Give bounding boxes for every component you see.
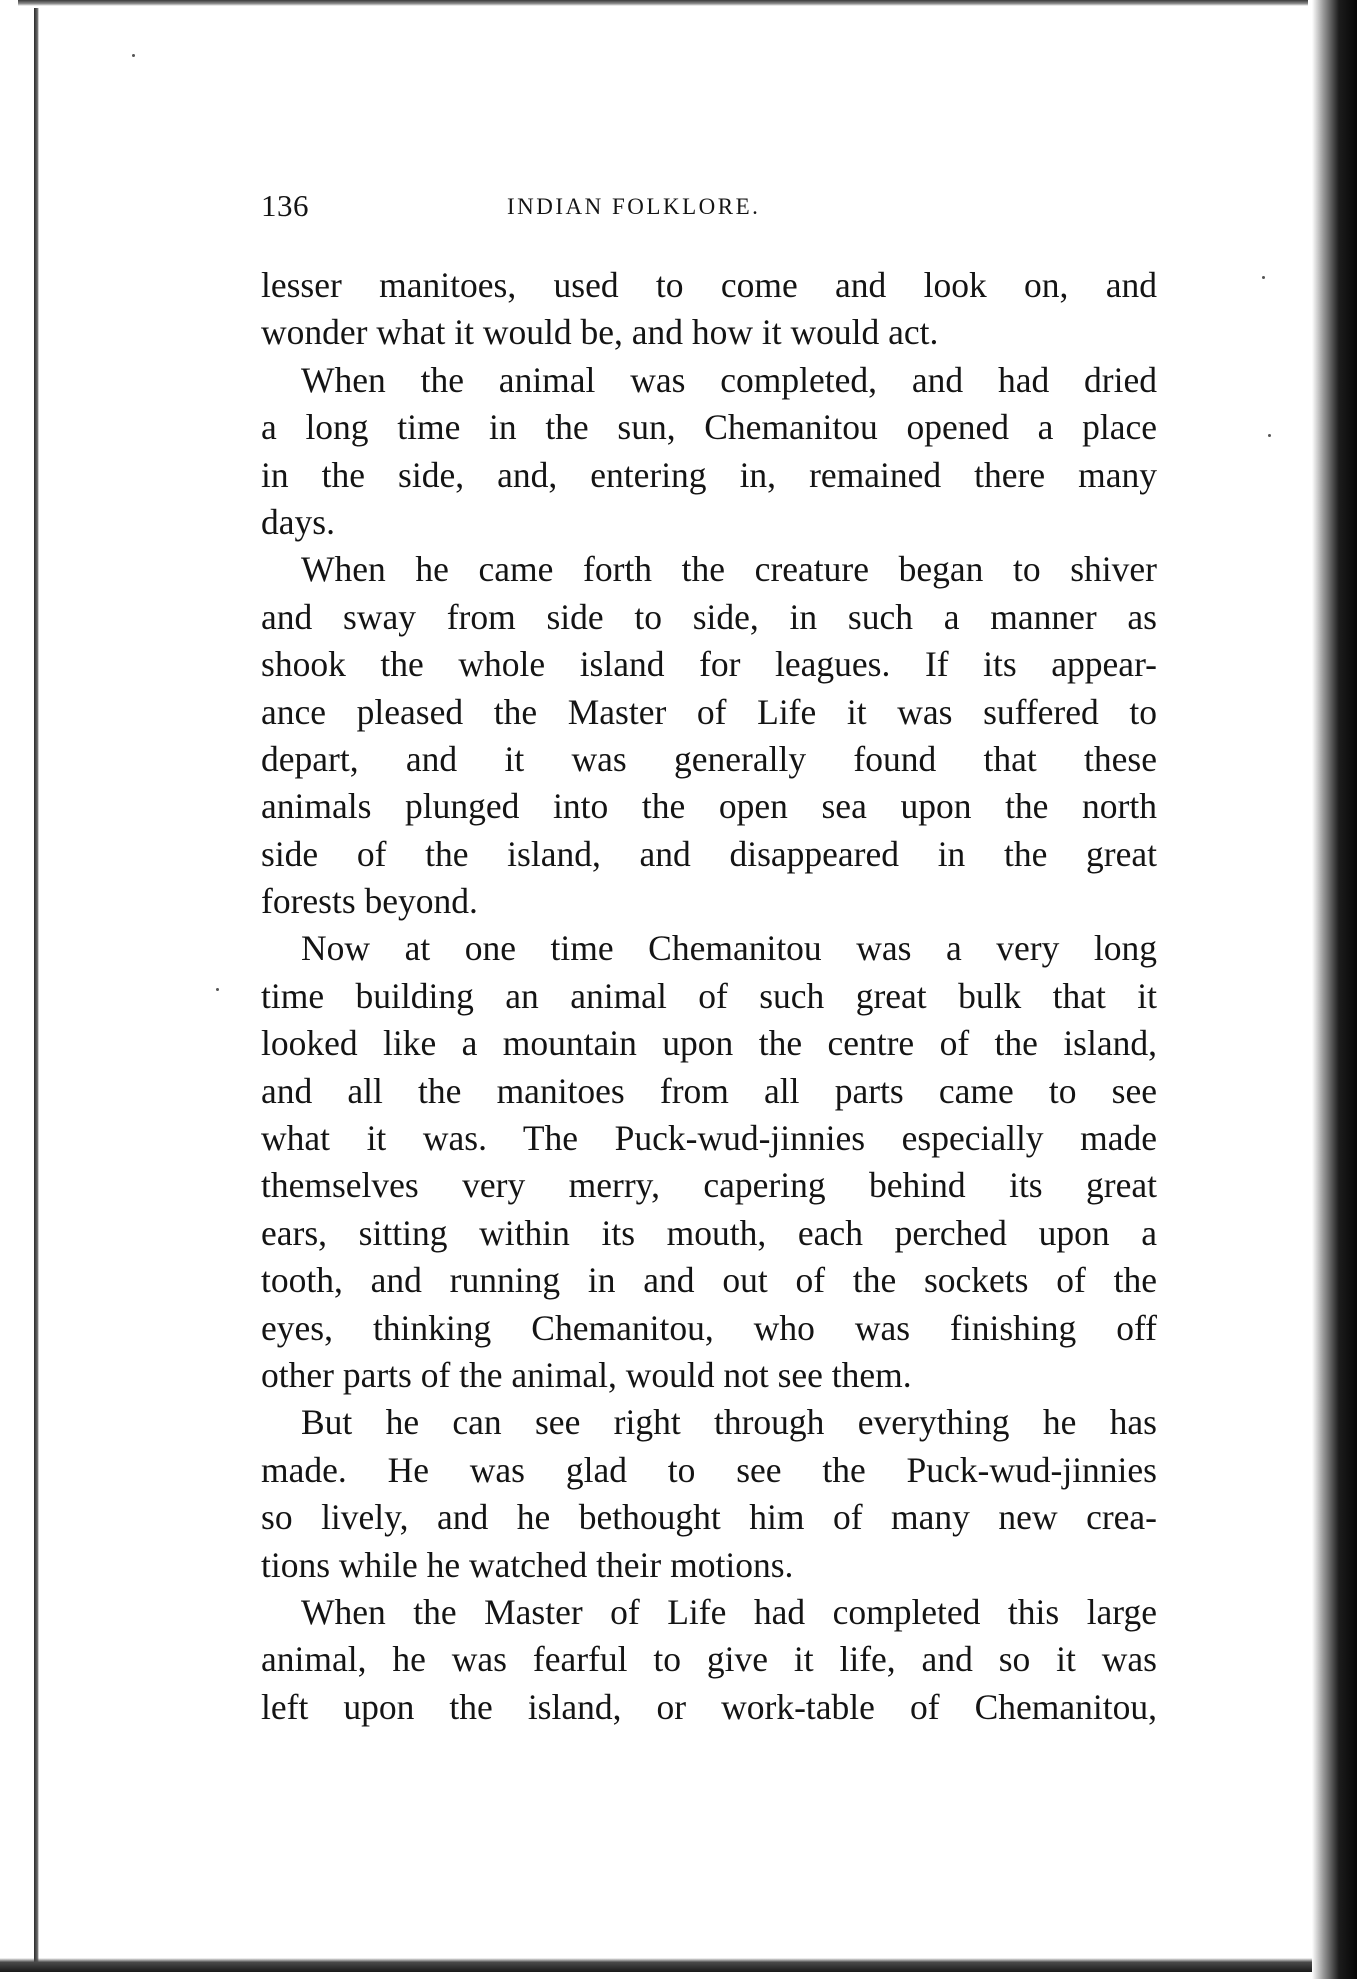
scan-speck — [1262, 276, 1265, 279]
paragraph — [261, 925, 1157, 1399]
page-bottom-edge — [0, 1958, 1357, 1972]
text-line: a long time in the sun, Chemanitou opened a place — [261, 407, 1157, 448]
body-text — [261, 262, 1157, 1731]
text-line: themselves very merry, capering behind its great — [261, 1165, 1157, 1206]
text-line: When he came forth the creature began to shiver — [301, 549, 1157, 590]
text-line: animals plunged into the open sea upon the north — [261, 786, 1157, 827]
scan-speck — [1268, 434, 1271, 437]
paragraph — [261, 1589, 1157, 1731]
scan-speck — [132, 54, 135, 57]
paragraph — [261, 1399, 1157, 1589]
text-line: days. — [261, 501, 335, 542]
text-line: But he can see right through everything he has — [301, 1402, 1157, 1443]
running-header — [261, 188, 1161, 228]
text-line: tooth, and running in and out of the sockets of the — [261, 1260, 1157, 1301]
text-line: eyes, thinking Chemanitou, who was finishing off — [261, 1307, 1157, 1348]
text-line: made. He was glad to see the Puck-wud-jinnies — [261, 1449, 1157, 1490]
text-line: animal, he was fearful to give it life, and so it was — [261, 1639, 1157, 1680]
text-line: tions while he watched their motions. — [261, 1544, 794, 1585]
scan-speck — [216, 988, 219, 991]
text-line: side of the island, and disappeared in the great — [261, 833, 1157, 874]
text-line: forests beyond. — [261, 881, 478, 922]
paragraph — [261, 546, 1157, 925]
text-line: and sway from side to side, in such a manner as — [261, 596, 1157, 637]
text-line: and all the manitoes from all parts came to see — [261, 1070, 1157, 1111]
text-line: Now at one time Chemanitou was a very long — [301, 928, 1157, 969]
text-line: what it was. The Puck-wud-jinnies especially made — [261, 1118, 1157, 1159]
page-top-edge — [18, 0, 1308, 6]
text-line: wonder what it would be, and how it would act. — [261, 312, 939, 353]
running-title: INDIAN FOLKLORE. — [507, 194, 761, 219]
text-line: depart, and it was generally found that these — [261, 738, 1157, 779]
page-left-edge — [34, 8, 39, 1968]
text-line: lesser manitoes, used to come and look on, and — [261, 265, 1157, 305]
paragraph — [261, 262, 1157, 357]
text-line: ears, sitting within its mouth, each perched upon a — [261, 1212, 1157, 1253]
page-number: 136 — [261, 188, 309, 223]
text-line: so lively, and he bethought him of many new crea- — [261, 1497, 1157, 1538]
paragraph — [261, 357, 1157, 547]
text-line: other parts of the animal, would not see them. — [261, 1354, 912, 1395]
text-line: When the Master of Life had completed this large — [301, 1591, 1157, 1632]
text-line: ance pleased the Master of Life it was suffered to — [261, 691, 1157, 732]
binding-shadow — [1312, 0, 1357, 1979]
text-line: shook the whole island for leagues. If its appear- — [261, 644, 1157, 685]
text-line: looked like a mountain upon the centre of the island, — [261, 1023, 1157, 1064]
text-line: time building an animal of such great bulk that it — [261, 975, 1157, 1016]
text-line: in the side, and, entering in, remained there many — [261, 454, 1157, 495]
text-line: When the animal was completed, and had dried — [301, 359, 1157, 400]
text-line: left upon the island, or work-table of Chemanitou, — [261, 1686, 1157, 1727]
